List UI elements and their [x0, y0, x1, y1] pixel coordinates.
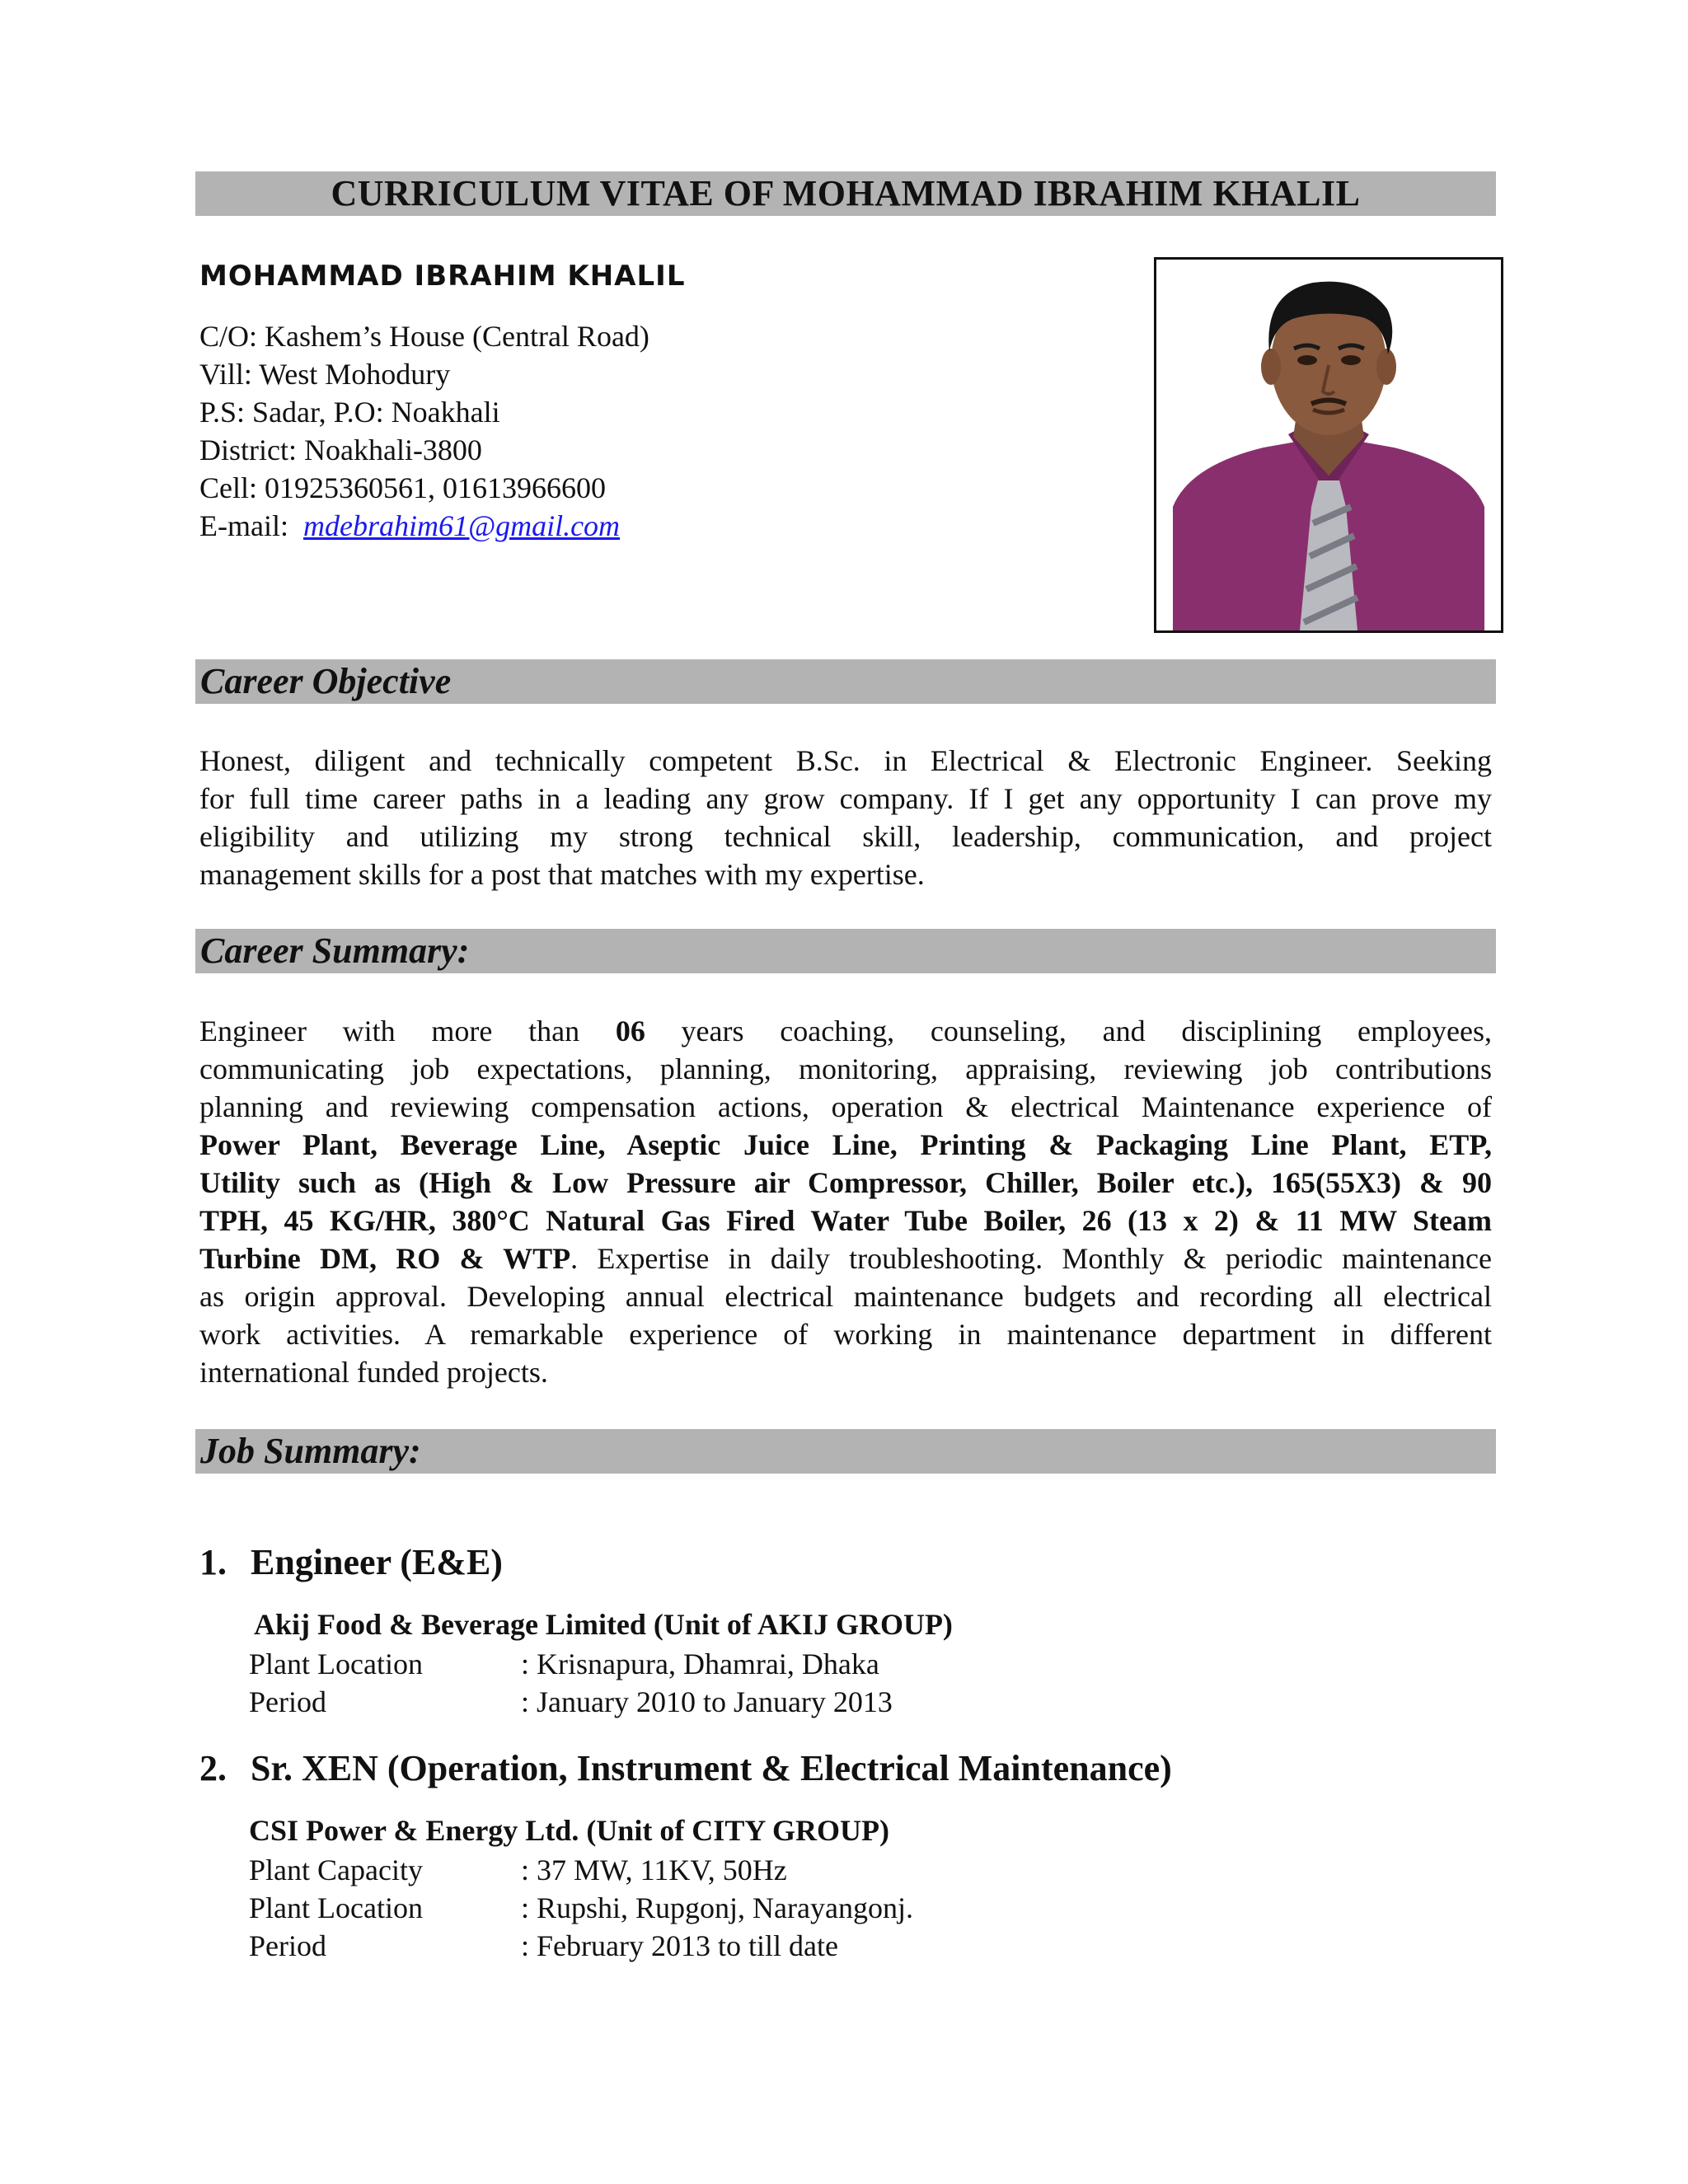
email-label: E-mail:	[199, 509, 288, 542]
job-position: Engineer (E&E)	[251, 1542, 503, 1582]
detail-row: Plant Location : Rupshi, Rupgonj, Narayangonj.	[249, 1891, 913, 1924]
summary-line: TPH, 45 KG/HR, 380°C Natural Gas Fired Water Tube Boiler, 26 (13 x 2) & 11 MW Steam	[199, 1204, 1492, 1237]
police-station-line: P.S: Sadar, P.O: Noakhali	[199, 396, 500, 429]
job-details	[249, 1851, 913, 1965]
company-name: Akij Food & Beverage Limited (Unit of AKIJ GROUP)	[254, 1608, 953, 1641]
objective-line: eligibility and utilizing my strong technical skill, leadership, communication, and project	[199, 820, 1492, 853]
profile-photo	[1154, 257, 1503, 633]
summary-line: Power Plant, Beverage Line, Aseptic Juice Line, Printing & Packaging Line Plant, ETP,	[199, 1128, 1492, 1161]
career-summary-text	[199, 1012, 1492, 1391]
detail-row: Period : January 2010 to January 2013	[249, 1685, 893, 1718]
summary-line: Turbine DM, RO & WTP. Expertise in daily troubleshooting. Monthly & periodic maintenance	[199, 1242, 1493, 1275]
job-number: 1.	[199, 1542, 227, 1582]
career-summary-heading: Career Summary:	[200, 930, 470, 971]
career-summary-heading-bar	[195, 929, 1496, 973]
job-summary-heading-bar	[195, 1429, 1496, 1474]
document-title-bar	[195, 171, 1496, 216]
summary-line: international funded projects.	[199, 1356, 548, 1389]
summary-line: Utility such as (High & Low Pressure air Compressor, Chiller, Boiler etc.), 165(55X3) & 90	[199, 1166, 1492, 1199]
job-number: 2.	[199, 1748, 227, 1788]
objective-line: for full time career paths in a leading any grow company. If I get any opportunity I can prove my	[199, 782, 1492, 815]
address-line: C/O: Kashem’s House (Central Road)	[199, 320, 649, 353]
career-objective-heading-bar	[195, 659, 1496, 704]
cell-line: Cell: 01925360561, 01613966600	[199, 471, 606, 504]
candidate-name: MOHAMMAD IBRAHIM KHALIL	[199, 260, 686, 293]
company-name: CSI Power & Energy Ltd. (Unit of CITY GROUP)	[249, 1814, 889, 1847]
career-objective-text	[199, 742, 1492, 893]
job-details	[249, 1645, 893, 1721]
contact-block	[199, 317, 649, 545]
detail-row: Plant Location : Krisnapura, Dhamrai, Dhaka	[249, 1647, 879, 1680]
detail-row: Plant Capacity : 37 MW, 11KV, 50Hz	[249, 1854, 787, 1886]
summary-line: communicating job expectations, planning, monitoring, appraising, reviewing job contributions	[199, 1052, 1492, 1085]
district-line: District: Noakhali-3800	[199, 434, 482, 466]
portrait-illustration	[1156, 260, 1501, 630]
village-line: Vill: West Mohodury	[199, 358, 451, 391]
job-summary-heading: Job Summary:	[200, 1431, 421, 1471]
summary-line: Engineer with more than 06 years coaching, counseling, and disciplining employees,	[199, 1015, 1493, 1047]
job-position: Sr. XEN (Operation, Instrument & Electrical Maintenance)	[251, 1748, 1172, 1788]
summary-line: planning and reviewing compensation actions, operation & electrical Maintenance experience of	[199, 1090, 1492, 1123]
objective-line: Honest, diligent and technically competent B.Sc. in Electrical & Electronic Engineer. Seeking	[199, 744, 1492, 777]
email-link[interactable]: mdebrahim61@gmail.com	[302, 509, 621, 542]
document-title: CURRICULUM VITAE OF MOHAMMAD IBRAHIM KHALIL	[331, 173, 1361, 213]
objective-line: management skills for a post that matches with my expertise.	[199, 858, 925, 891]
career-objective-heading: Career Objective	[200, 661, 452, 701]
summary-line: as origin approval. Developing annual electrical maintenance budgets and recording all electrical	[199, 1280, 1492, 1313]
job-title	[199, 1541, 503, 1583]
summary-line: work activities. A remarkable experience of working in maintenance department in different	[199, 1318, 1492, 1351]
job-title	[199, 1747, 1172, 1789]
email-line	[199, 507, 649, 545]
detail-row: Period : February 2013 to till date	[249, 1929, 838, 1962]
